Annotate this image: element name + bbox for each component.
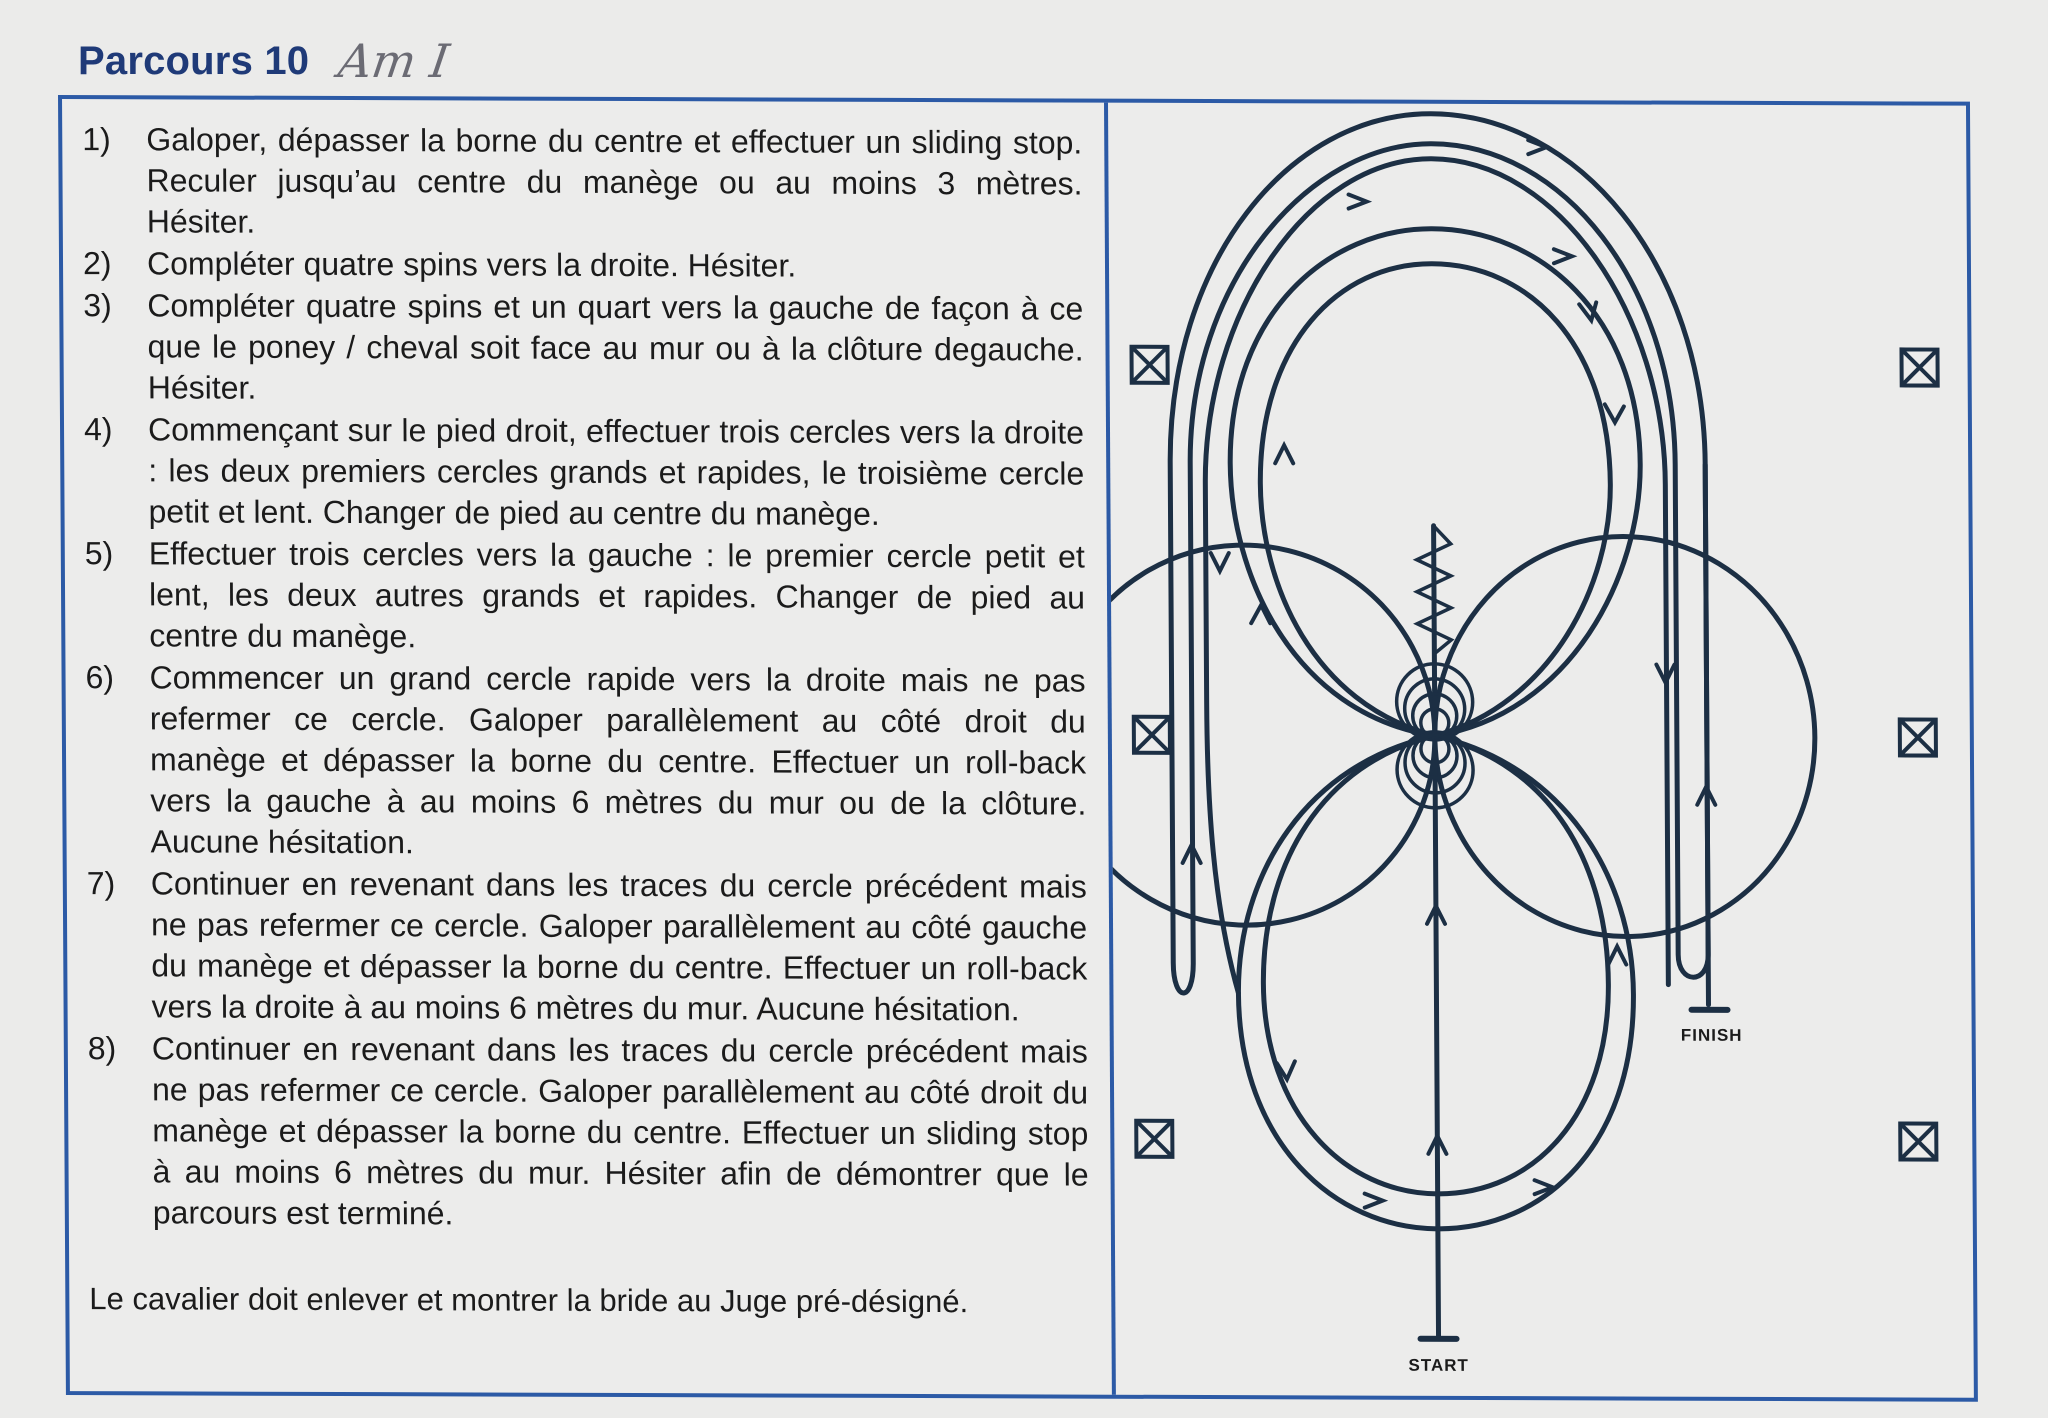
finish-label: FINISH [1680,1025,1743,1045]
step-item [83,285,1084,411]
step-text: Galoper, dépasser la borne du centre et effectuer un sliding stop. Reculer jusqu’au centre du manège ou au moins 3 mètres. Hésiter. [146,121,1083,240]
step-text: Continuer en revenant dans les traces du cercle précédent mais ne pas refermer ce cercle. Galoper parallèlement au côté gauche du manège et dépasser la borne du centre. Effectuer un roll-back vers la droite à au moins 6 mètres du mur. Aucune hésitation. [150,865,1088,1028]
upper-circle-small [1108,544,1436,925]
step-text: Continuer en revenant dans les traces du cercle précédent mais ne pas refermer ce cercle. Galoper parallèlement au côté droit du manège et dépasser la borne du centre. Effectuer un sliding stop à au moins 6 mètres du mur. Hésiter afin de démontrer que le parcours est terminé. [151,1030,1089,1232]
footer-note: Le cavalier doit enlever et montrer la bride au Juge pré-désigné. [89,1281,969,1320]
step-item [87,863,1088,1030]
marker-box-bottom-right [1900,1123,1936,1159]
center-run-line [1434,526,1439,1339]
step-number: 3) [83,287,112,324]
title-row [78,24,453,88]
pattern-frame [58,95,1978,1402]
step-item [88,1028,1089,1236]
step-text: Effectuer trois cercles vers la gauche : le premier cercle petit et lent, les deux autres grands et rapides. Changer de pied au centre du manège. [148,535,1086,655]
step-number: 5) [84,535,114,572]
step-list [82,119,1089,1237]
marker-box-mid-right [1900,719,1936,755]
finish-run [1705,465,1708,1005]
pattern-diagram [1108,103,1978,1402]
direction-arrows [1178,139,1718,1209]
step-number: 8) [87,1030,117,1067]
step-text: Compléter quatre spins vers la droite. Hésiter. [146,245,797,284]
start-label: START [1408,1355,1469,1375]
step-item [85,657,1086,865]
step-number: 4) [83,411,113,448]
step-number: 6) [85,659,115,696]
pattern-diagram-svg [1108,103,1978,1402]
step-item [83,243,1083,287]
page-title: Parcours 10 [78,39,310,83]
step-number: 1) [82,121,111,158]
handwritten-note: Am I [335,34,453,88]
lower-circle-small [1434,536,1816,937]
step-item [84,409,1085,535]
step-text: Commençant sur le pied droit, effectuer trois cercles vers la droite : les deux premiers cercles grands et rapides, le troisième cercle petit et lent. Changer de pied au centre du manège. [147,411,1085,532]
step-number: 7) [86,865,116,902]
instructions-panel [82,119,1089,1323]
marker-box-top-right [1901,349,1937,385]
step-item [82,119,1083,245]
marker-box-mid-left [1134,717,1170,753]
step-text: Commencer un grand cercle rapide vers la droite mais ne pas refermer ce cercle. Galoper parallèlement au côté droit du manège et dépasser la borne du centre. Effectuer un roll-back vers la gauche à au moins 6 mètres du mur ou de la clôture. Aucune hésitation. [149,659,1087,861]
marker-box-top-left [1131,347,1167,383]
step-text: Compléter quatre spins et un quart vers la gauche de façon à ce que le poney / cheval soit face au mur ou à la clôture degauche. Hésiter. [147,287,1084,406]
step-item [85,533,1086,659]
marker-box-bottom-left [1136,1121,1172,1157]
step-number: 2) [82,245,112,282]
